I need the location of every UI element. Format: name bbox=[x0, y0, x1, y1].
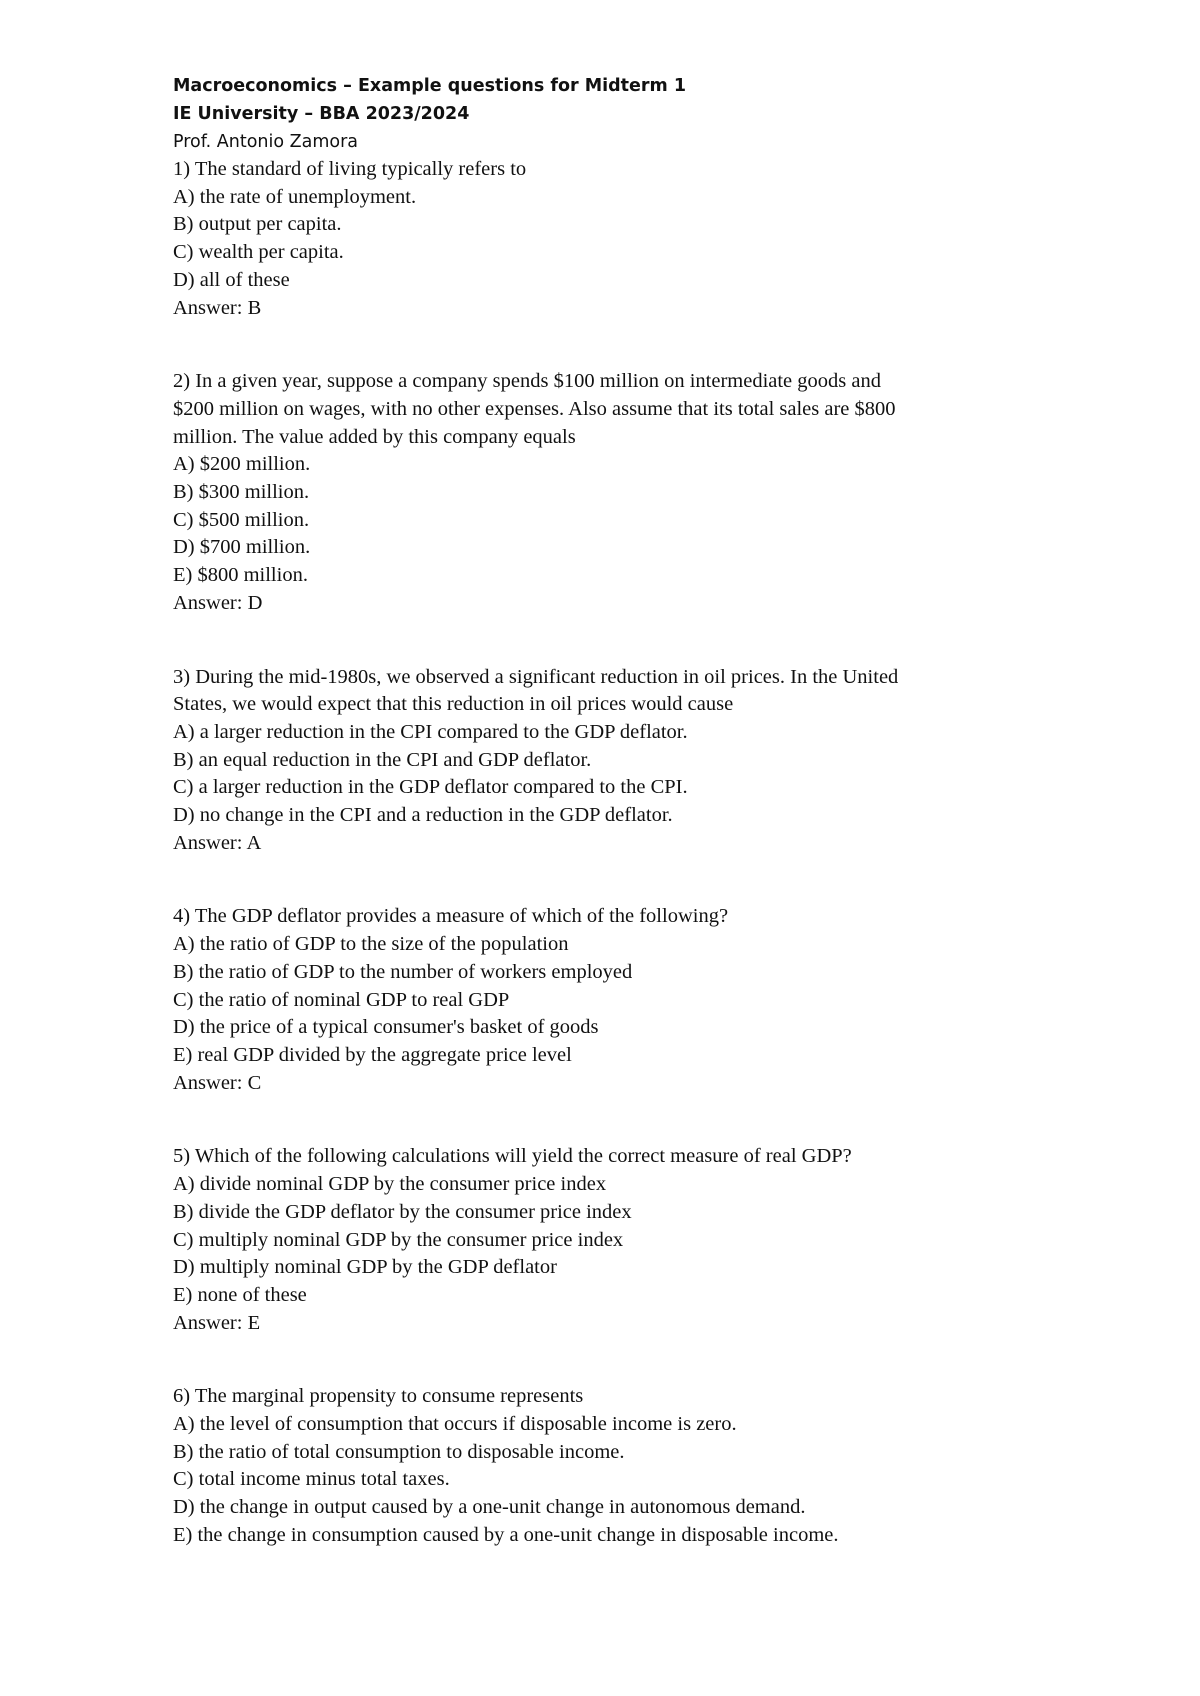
question-stem: 6) The marginal propensity to consume represents bbox=[173, 1385, 584, 1408]
question-stem: 2) In a given year, suppose a company spends $100 million on intermediate goods and bbox=[173, 370, 881, 393]
answer-option: A) the level of consumption that occurs if disposable income is zero. bbox=[173, 1413, 737, 1436]
answer-option: C) $500 million. bbox=[173, 508, 310, 531]
answer-key: Answer: E bbox=[173, 1311, 261, 1334]
answer-option: D) the price of a typical consumer's basket of goods bbox=[173, 1016, 599, 1039]
answer-option: B) the ratio of total consumption to disposable income. bbox=[173, 1440, 625, 1463]
answer-option: E) $800 million. bbox=[173, 564, 308, 587]
answer-option: B) the ratio of GDP to the number of workers employed bbox=[173, 960, 633, 983]
question-spacer bbox=[173, 857, 1073, 903]
answer-option: A) a larger reduction in the CPI compared to the GDP deflator. bbox=[173, 720, 688, 743]
answer-option: B) $300 million. bbox=[173, 481, 310, 504]
answer-option: D) no change in the CPI and a reduction in the GDP deflator. bbox=[173, 804, 673, 827]
question-block bbox=[173, 1383, 1073, 1549]
answer-key: Answer: B bbox=[173, 296, 262, 319]
answer-option: C) wealth per capita. bbox=[173, 241, 344, 264]
answer-option: C) the ratio of nominal GDP to real GDP bbox=[173, 988, 510, 1011]
answer-option: D) all of these bbox=[173, 268, 290, 291]
answer-option: A) the rate of unemployment. bbox=[173, 185, 417, 208]
question-block bbox=[173, 368, 1073, 617]
answer-option: B) divide the GDP deflator by the consumer price index bbox=[173, 1200, 632, 1223]
question-block bbox=[173, 664, 1073, 858]
document-page bbox=[173, 72, 1073, 1550]
answer-option: D) multiply nominal GDP by the GDP deflator bbox=[173, 1256, 557, 1279]
answer-option: B) an equal reduction in the CPI and GDP deflator. bbox=[173, 748, 592, 771]
answer-option: E) the change in consumption caused by a one-unit change in disposable income. bbox=[173, 1523, 839, 1546]
question-spacer bbox=[173, 618, 1073, 664]
question-stem: 5) Which of the following calculations will yield the correct measure of real GDP? bbox=[173, 1145, 852, 1168]
question-stem: 1) The standard of living typically refers to bbox=[173, 158, 527, 180]
answer-option: A) the ratio of GDP to the size of the population bbox=[173, 933, 569, 956]
answer-key: Answer: D bbox=[173, 591, 263, 614]
document-title: Macroeconomics – Example questions for Midterm 1 bbox=[173, 76, 687, 96]
question-stem: $200 million on wages, with no other expenses. Also assume that its total sales are $800 bbox=[173, 397, 896, 420]
question-stem: million. The value added by this company equals bbox=[173, 425, 576, 448]
answer-option: E) none of these bbox=[173, 1283, 307, 1306]
answer-option: E) real GDP divided by the aggregate price level bbox=[173, 1043, 572, 1066]
answer-option: D) $700 million. bbox=[173, 536, 311, 559]
question-stem: States, we would expect that this reduction in oil prices would cause bbox=[173, 693, 734, 716]
answer-key: Answer: C bbox=[173, 1071, 262, 1094]
answer-option: C) a larger reduction in the GDP deflator compared to the CPI. bbox=[173, 776, 688, 799]
answer-option: C) total income minus total taxes. bbox=[173, 1468, 450, 1491]
answer-option: B) output per capita. bbox=[173, 213, 342, 236]
question-block bbox=[173, 1143, 1073, 1337]
question-block bbox=[173, 156, 1073, 322]
question-block bbox=[173, 903, 1073, 1097]
question-spacer bbox=[173, 1337, 1073, 1383]
professor-name: Prof. Antonio Zamora bbox=[173, 132, 359, 152]
answer-key: Answer: A bbox=[173, 831, 262, 854]
question-spacer bbox=[173, 1097, 1073, 1143]
question-stem: 3) During the mid-1980s, we observed a significant reduction in oil prices. In the United bbox=[173, 665, 899, 688]
question-stem: 4) The GDP deflator provides a measure of which of the following? bbox=[173, 905, 729, 928]
answer-option: D) the change in output caused by a one-unit change in autonomous demand. bbox=[173, 1496, 806, 1519]
question-spacer bbox=[173, 322, 1073, 368]
question-list bbox=[173, 156, 1073, 1550]
answer-option: A) $200 million. bbox=[173, 453, 311, 476]
answer-option: C) multiply nominal GDP by the consumer price index bbox=[173, 1228, 624, 1251]
document-subtitle: IE University – BBA 2023/2024 bbox=[173, 104, 470, 124]
answer-option: A) divide nominal GDP by the consumer price index bbox=[173, 1173, 607, 1196]
